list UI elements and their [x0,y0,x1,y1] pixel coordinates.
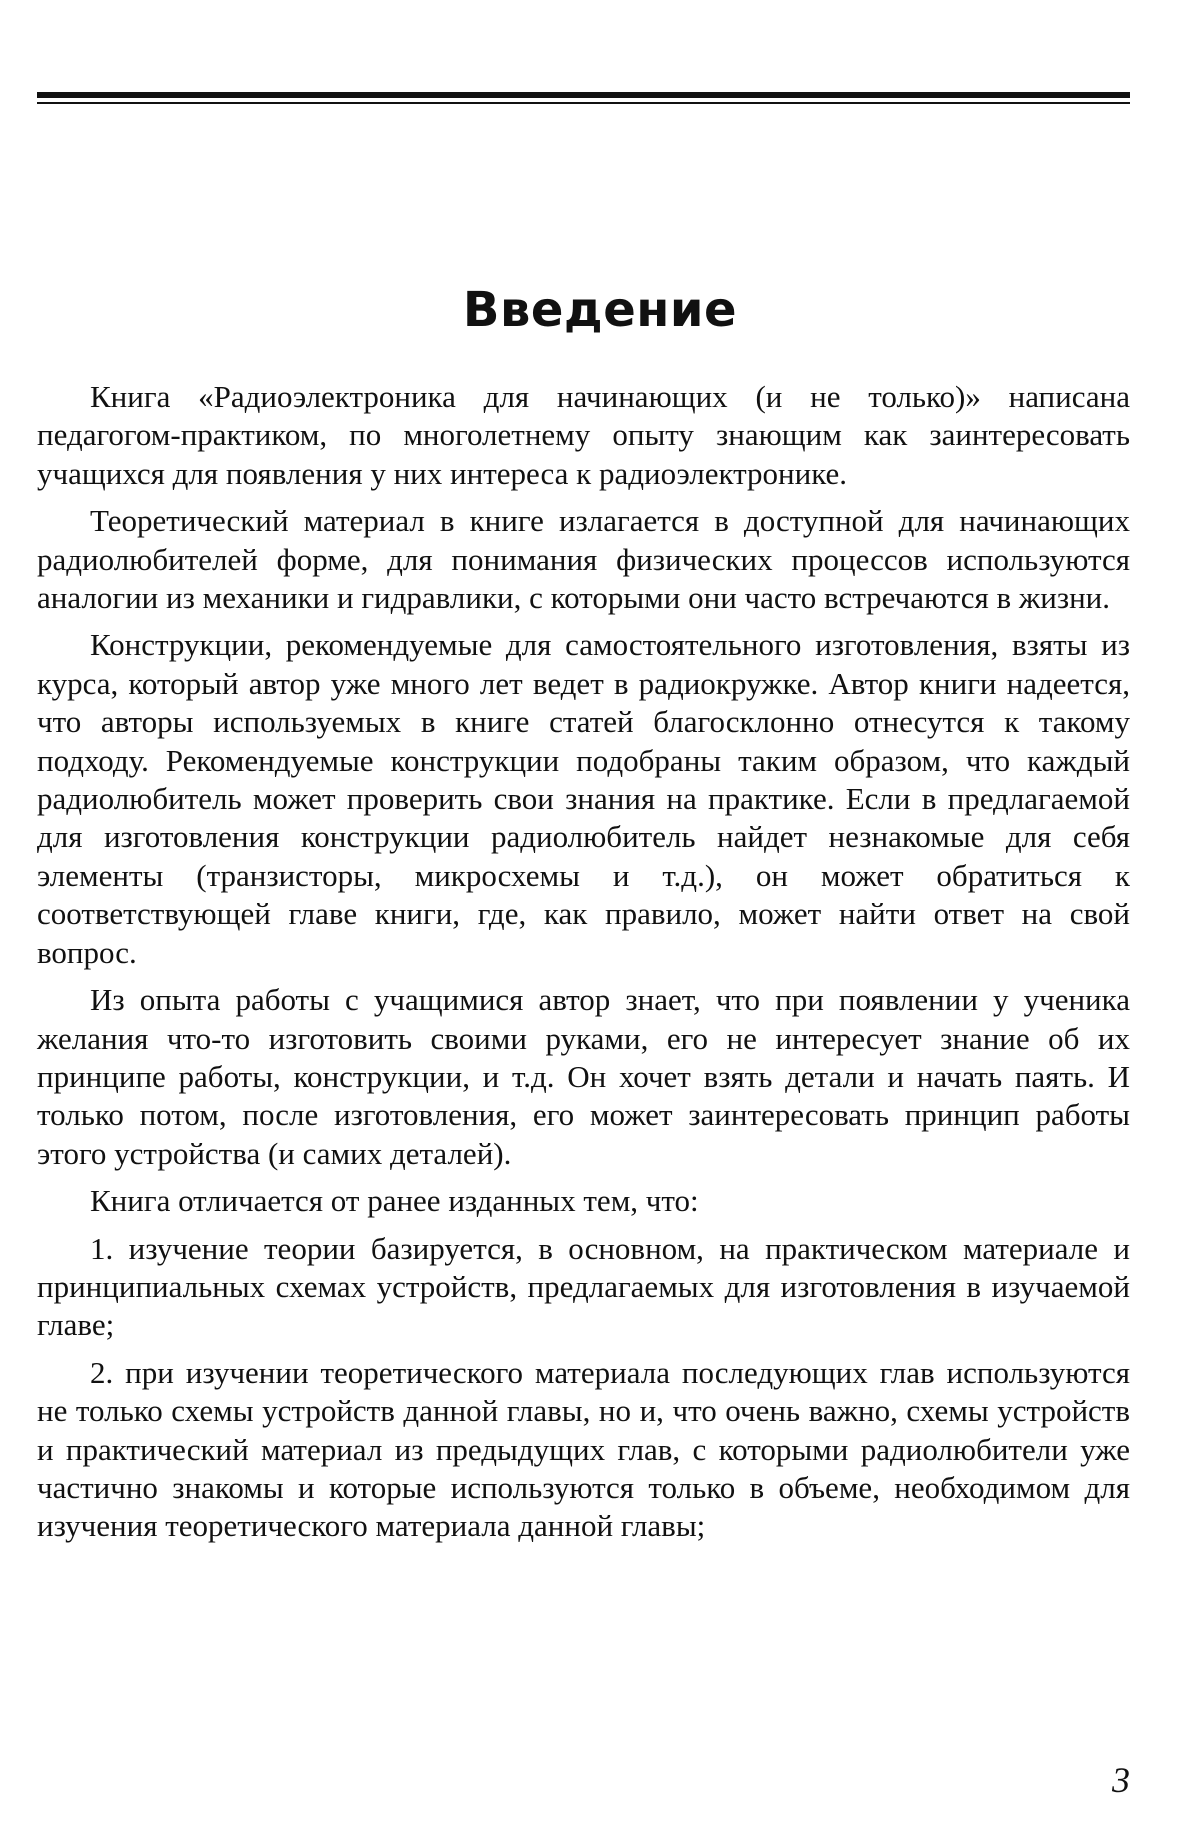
paragraph-constructions: Конструкции, рекомендуемые для самостоятельного изготовления, взяты из курса, который автор уже много лет ведет в радиокружке. Автор книги надеется, что авторы используемых в книге статей благосклонно отнесутся к такому подходу. Рекомендуемые конструкции подобраны таким образом, что каждый радиолюбитель может проверить свои знания на практике. Если в предлагаемой для изготовления конструкции радиолюбитель найдет незнакомые для себя элементы (транзисторы, микросхемы и т.д.), он может обратиться к соответствующей главе книги, где, как правило, может найти ответ на свой вопрос. [37,627,1130,970]
body-text [37,378,1130,1555]
paragraph-theory: Теоретический материал в книге излагается в доступной для начинающих радиолюбителей форме, для понимания физических процессов используются аналогии из механики и гидравлики, с которыми они часто встречаются в жизни. [37,503,1130,616]
page-number: 3 [1112,1760,1130,1800]
paragraph-differences: Книга отличается от ранее изданных тем, что: [90,1183,699,1219]
header-rule-thick [37,92,1130,98]
list-item-1: 1. изучение теории базируется, в основном, на практическом материале и принципиальных схемах устройств, предлагаемых для изготовления в изучаемой главе; [37,1230,1130,1343]
chapter-title: Введение [462,282,738,338]
paragraph-intro: Книга «Радиоэлектроника для начинающих (и не только)» написана педагогом-практиком, по многолетнему опыту знающим как заинтересовать учащихся для появления у них интереса к радиоэлектронике. [37,379,1130,491]
paragraph-experience: Из опыта работы с учащимися автор знает, что при появлении у ученика желания что-то изготовить своими руками, его не интересует знание об их принципе работы, конструкции, и т.д. Он хочет взять детали и начать паять. И только потом, после изготовления, его может заинтересовать принцип работы этого устройства (и самих деталей). [37,982,1130,1171]
list-item-2: 2. при изучении теоретического материала последующих глав используются не только схемы устройств данной главы, но и, что очень важно, схемы устройств и практический материал из предыдущих глав, с которыми радиолюбители уже частично знакомы и которые используются только в объеме, необходимом для изучения теоретического материала данной главы; [37,1354,1130,1544]
header-rule-thin [37,102,1130,104]
